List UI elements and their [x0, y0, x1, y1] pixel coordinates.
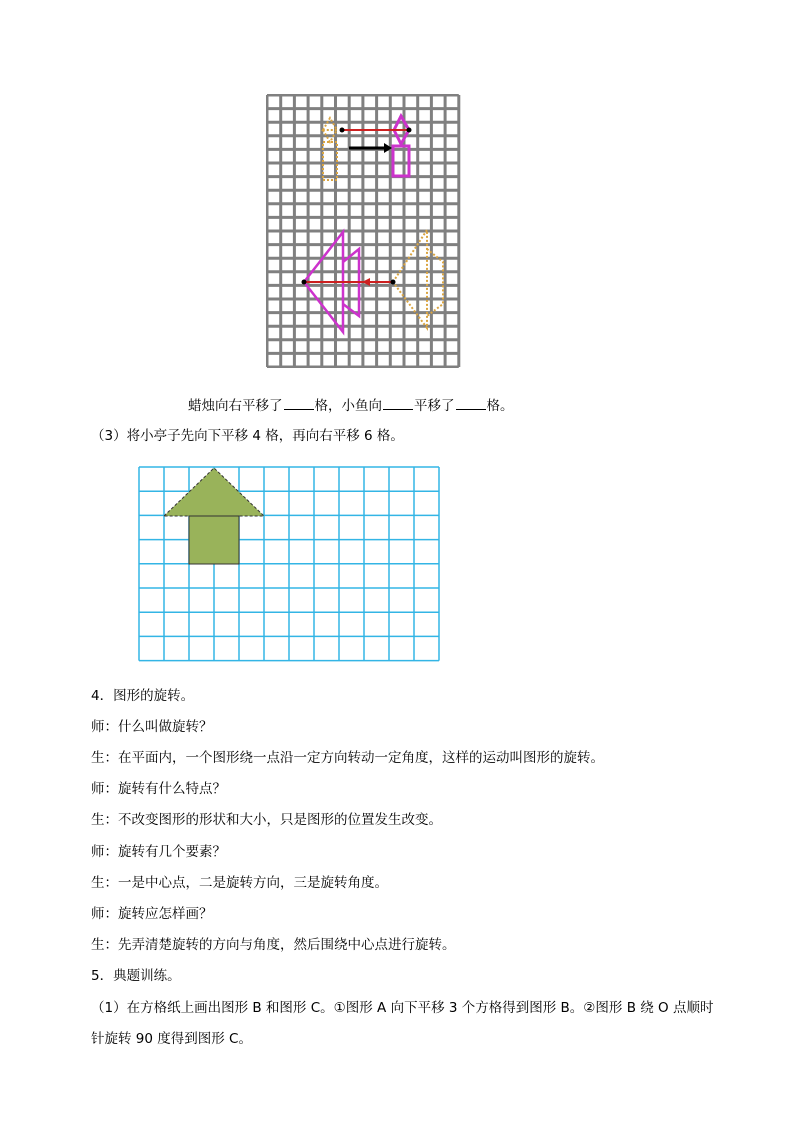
- dialogue-line-7: 师：旋转应怎样画？: [91, 906, 213, 922]
- dialogue-line-3: 师：旋转有什么特点？: [91, 781, 226, 797]
- gray-grid: [267, 95, 459, 367]
- section-5-q1-line2: 针旋转 90 度得到图形 C。: [91, 1031, 252, 1047]
- dialogue-line-2: 生：在平面内，一个图形绕一点沿一定方向转动一定角度，这样的运动叫图形的旋转。: [91, 750, 604, 766]
- fill-text-1: 蜡烛向右平移了: [188, 398, 283, 414]
- fill-text-3: 平移了: [414, 398, 455, 414]
- section-4-heading: 4．图形的旋转。: [91, 688, 195, 704]
- blue-grid: [139, 467, 439, 661]
- question-3: （3）将小亭子先向下平移 4 格，再向右平移 6 格。: [91, 428, 404, 444]
- section-5-q1-line1: （1）在方格纸上画出图形 B 和图形 C。①图形 A 向下平移 3 个方格得到图形 B。②图形 B 绕 O 点顺时: [91, 1000, 714, 1016]
- fill-in-sentence: [188, 395, 514, 416]
- translation-grid-figure: [266, 94, 462, 368]
- pavilion-body: [189, 516, 239, 564]
- pavilion-roof: [164, 468, 264, 516]
- dialogue-line-6: 生：一是中心点，二是旋转方向，三是旋转角度。: [91, 875, 388, 891]
- fish-point-a: [302, 280, 307, 285]
- blank-fish-squares[interactable]: [456, 395, 486, 410]
- dialogue-line-8: 生：先弄清楚旋转的方向与角度，然后围绕中心点进行旋转。: [91, 937, 456, 953]
- dialogue-line-1: 师：什么叫做旋转？: [91, 719, 213, 735]
- blank-candle-squares[interactable]: [284, 395, 314, 410]
- dialogue-line-4: 生：不改变图形的形状和大小，只是图形的位置发生改变。: [91, 812, 442, 828]
- candle-point-a: [340, 128, 345, 133]
- candle-point-b: [407, 128, 412, 133]
- dialogue-line-5: 师：旋转有几个要素？: [91, 844, 226, 860]
- blank-fish-direction[interactable]: [383, 395, 413, 410]
- fill-text-2: 格，小鱼向: [314, 398, 382, 414]
- pavilion-grid-figure: [138, 466, 441, 662]
- candle-moved: [393, 116, 409, 176]
- fish-point-b: [391, 280, 396, 285]
- section-5-heading: 5．典题训练。: [91, 968, 181, 984]
- fill-text-4: 格。: [486, 398, 514, 414]
